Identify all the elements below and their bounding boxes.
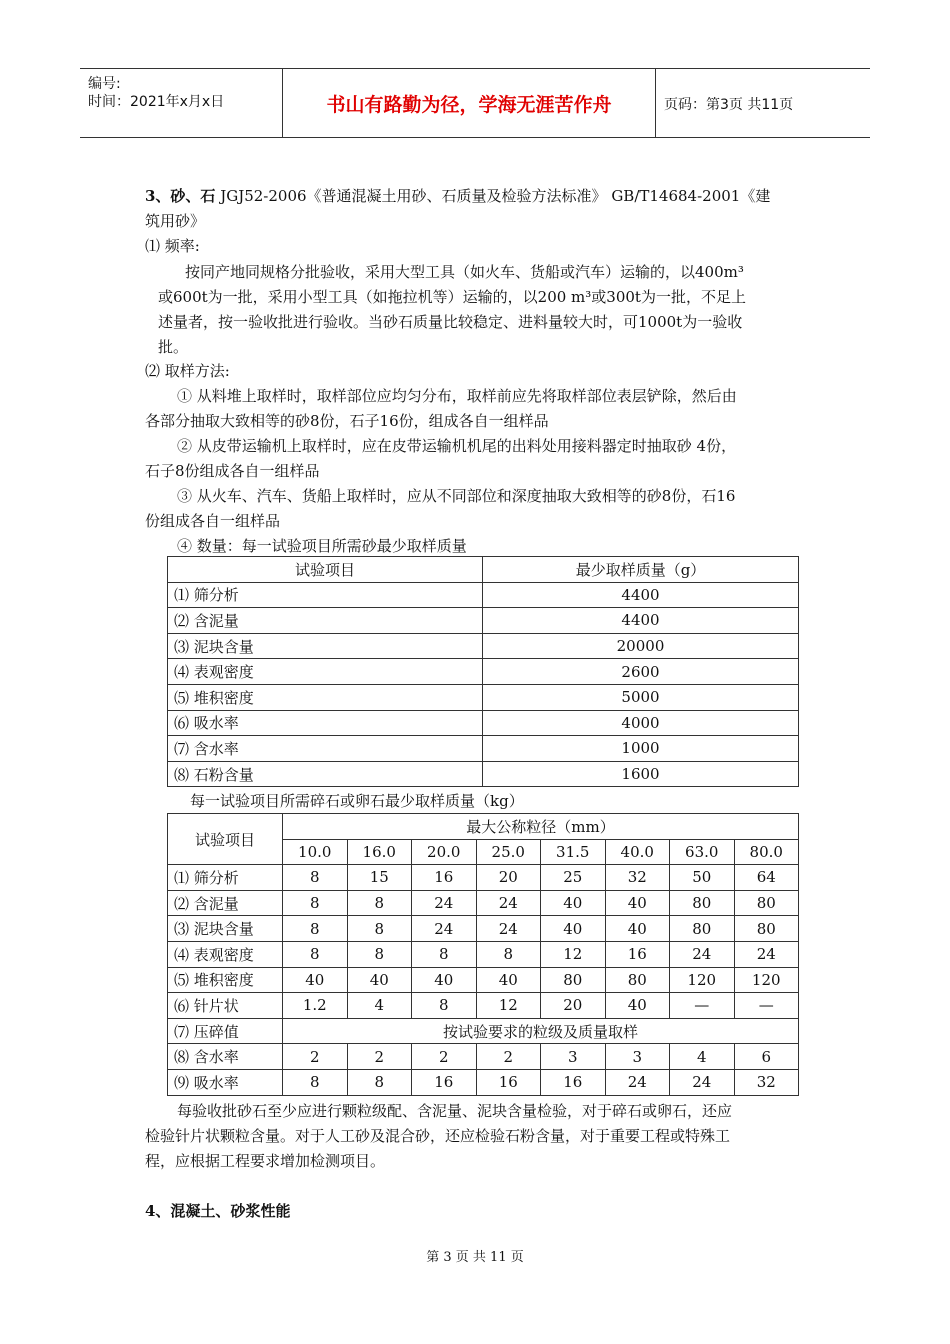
table-cell: 2	[347, 1044, 412, 1070]
page-label: 页码：第3页 共11页	[664, 97, 794, 113]
table-cell: ⑵ 含泥量	[168, 890, 283, 916]
table-cell: 40	[605, 993, 670, 1019]
table-row	[168, 1044, 799, 1070]
table-cell: 20000	[483, 633, 799, 659]
table-cell: 3	[605, 1044, 670, 1070]
table-cell: ⑴ 筛分析	[168, 582, 483, 608]
table-cell: 4400	[483, 608, 799, 634]
table-row	[168, 659, 799, 685]
table-cell: —	[670, 993, 735, 1019]
section3-title-line2: 筑用砂》	[145, 212, 206, 230]
table-cell: 32	[734, 1069, 799, 1095]
table-row	[168, 761, 799, 787]
table-cell: 80	[541, 967, 606, 993]
table-cell: 16	[476, 1069, 541, 1095]
table-cell: 24	[670, 941, 735, 967]
table-cell: 40	[476, 967, 541, 993]
section3-title	[145, 184, 770, 209]
table-cell: 24	[412, 916, 477, 942]
stone-table-body	[168, 865, 799, 1095]
closing-line: 每验收批砂石至少应进行颗粒级配、含泥量、泥块含量检验，对于碎石或卵石，还应	[177, 1102, 733, 1120]
table-cell: 8	[347, 941, 412, 967]
table-cell: 1.2	[283, 993, 348, 1019]
table-cell: 40	[412, 967, 477, 993]
table-row	[168, 608, 799, 634]
size-cell: 80.0	[734, 839, 799, 865]
freq-heading: ⑴ 频率:	[145, 237, 200, 255]
table-cell: ⑹ 针片状	[168, 993, 283, 1019]
table-cell: 1000	[483, 736, 799, 762]
table-cell: 120	[734, 967, 799, 993]
method-line: 各部分抽取大致相等的砂8份，石子16份，组成各自一组样品	[145, 412, 549, 430]
table-cell: 4	[347, 993, 412, 1019]
table-cell: 120	[670, 967, 735, 993]
table-row	[168, 1018, 799, 1044]
table-cell: 8	[283, 1069, 348, 1095]
size-cell: 10.0	[283, 839, 348, 865]
table-cell: 16	[412, 865, 477, 891]
table-row	[168, 633, 799, 659]
table-cell: 6	[734, 1044, 799, 1070]
table-cell: 80	[605, 967, 670, 993]
table-row	[168, 993, 799, 1019]
sand-sample-table	[167, 556, 799, 787]
table-cell: 8	[412, 941, 477, 967]
table-cell: 25	[541, 865, 606, 891]
method-line: ② 从皮带运输机上取样时，应在皮带运输机机尾的出料处用接料器定时抽取砂 4份，	[177, 437, 737, 455]
table-cell: ⑺ 压碎值	[168, 1018, 283, 1044]
closing-line: 检验针片状颗粒含量。对于人工砂及混合砂，还应检验石粉含量，对于重要工程或特殊工	[145, 1127, 731, 1145]
table-cell: ⑼ 吸水率	[168, 1069, 283, 1095]
table-cell: 40	[605, 916, 670, 942]
stone-table-caption: 每一试验项目所需碎石或卵石最少取样质量（kg）	[190, 792, 524, 810]
table-row	[168, 736, 799, 762]
table-cell: 80	[670, 916, 735, 942]
table-cell: ⑵ 含泥量	[168, 608, 483, 634]
table-cell: 50	[670, 865, 735, 891]
table-cell: ⑶ 泥块含量	[168, 633, 483, 659]
table-header-cell: 最少取样质量（g）	[483, 557, 799, 583]
table-cell: 4000	[483, 710, 799, 736]
table-cell: 5000	[483, 684, 799, 710]
table-cell: 8	[347, 916, 412, 942]
table-row	[168, 684, 799, 710]
table-cell: ⑸ 堆积密度	[168, 684, 483, 710]
table-cell: 32	[605, 865, 670, 891]
table-cell: 24	[605, 1069, 670, 1095]
table-cell: 40	[541, 916, 606, 942]
table-cell: 16	[605, 941, 670, 967]
method-line: ③ 从火车、汽车、货船上取样时，应从不同部位和深度抽取大致相等的砂8份，石16	[177, 487, 736, 505]
table-header-cell: 试验项目	[168, 814, 283, 865]
size-cell: 31.5	[541, 839, 606, 865]
table-row	[168, 1069, 799, 1095]
table-cell: 80	[734, 916, 799, 942]
table-cell: 8	[283, 916, 348, 942]
table-cell: 12	[541, 941, 606, 967]
table-cell: 8	[283, 865, 348, 891]
table-header-cell: 最大公称粒径（mm）	[283, 814, 799, 840]
size-cell: 16.0	[347, 839, 412, 865]
freq-line: 按同产地同规格分批验收，采用大型工具（如火车、货船或汽车）运输的，以400m³	[185, 263, 744, 281]
code-label: 编号:	[88, 76, 121, 92]
table-cell: 4400	[483, 582, 799, 608]
table-cell: 64	[734, 865, 799, 891]
page-header	[80, 68, 870, 138]
motto: 书山有路勤为径，学海无涯苦作舟	[283, 69, 656, 137]
freq-line: 述量者，按一验收批进行验收。当砂石质量比较稳定、进料量较大时，可1000t为一验收	[158, 313, 743, 331]
method-line: ④ 数量：每一试验项目所需砂最少取样质量	[177, 537, 467, 555]
method-line: 石子8份组成各自一组样品	[145, 462, 320, 480]
table-cell: 按试验要求的粒级及质量取样	[283, 1018, 799, 1044]
table-row	[168, 941, 799, 967]
table-cell: 40	[541, 890, 606, 916]
table-cell: ⑺ 含水率	[168, 736, 483, 762]
table-cell: ⑴ 筛分析	[168, 865, 283, 891]
closing-line: 程，应根据工程要求增加检测项目。	[145, 1152, 386, 1170]
table-header-cell: 试验项目	[168, 557, 483, 583]
table-cell: ⑷ 表观密度	[168, 941, 283, 967]
table-cell: 40	[347, 967, 412, 993]
table-row	[168, 967, 799, 993]
table-row	[168, 890, 799, 916]
table-cell: 24	[476, 890, 541, 916]
table-header-row	[168, 814, 799, 840]
table-cell: 20	[541, 993, 606, 1019]
table-cell: 12	[476, 993, 541, 1019]
table-cell: 24	[476, 916, 541, 942]
table-cell: 4	[670, 1044, 735, 1070]
freq-line: 或600t为一批，采用小型工具（如拖拉机等）运输的，以200 m³或300t为一批，不足上	[158, 288, 746, 306]
table-cell: 24	[670, 1069, 735, 1095]
size-cell: 63.0	[670, 839, 735, 865]
table-cell: ⑸ 堆积密度	[168, 967, 283, 993]
page-footer: 第 3 页 共 11 页	[426, 1250, 524, 1265]
table-cell: 3	[541, 1044, 606, 1070]
section3-title-rest: JGJ52-2006《普通混凝土用砂、石质量及检验方法标准》 GB/T14684-2001《建	[215, 187, 771, 205]
table-cell: ⑻ 含水率	[168, 1044, 283, 1070]
table-cell: 40	[605, 890, 670, 916]
table-cell: 24	[412, 890, 477, 916]
size-cell: 25.0	[476, 839, 541, 865]
table-cell: ⑷ 表观密度	[168, 659, 483, 685]
table-cell: 80	[734, 890, 799, 916]
table-row	[168, 865, 799, 891]
table-cell: ⑶ 泥块含量	[168, 916, 283, 942]
size-cell: 40.0	[605, 839, 670, 865]
table-cell: 8	[283, 941, 348, 967]
size-cell: 20.0	[412, 839, 477, 865]
table-row	[168, 916, 799, 942]
table-cell: 16	[541, 1069, 606, 1095]
table-cell: ⑻ 石粉含量	[168, 761, 483, 787]
header-meta	[80, 69, 283, 137]
table-cell: 16	[412, 1069, 477, 1095]
table-cell: 8	[283, 890, 348, 916]
table-cell: 2600	[483, 659, 799, 685]
table-cell: 2	[412, 1044, 477, 1070]
table-cell: 20	[476, 865, 541, 891]
table-cell: ⑹ 吸水率	[168, 710, 483, 736]
section3-title-bold: 3、砂、石	[145, 187, 216, 205]
table-cell: 1600	[483, 761, 799, 787]
method-heading: ⑵ 取样方法:	[145, 362, 230, 380]
table-row	[168, 710, 799, 736]
method-line: ① 从料堆上取样时，取样部位应均匀分布，取样前应先将取样部位表层铲除，然后由	[177, 387, 737, 405]
table-row	[168, 582, 799, 608]
table-cell: 8	[476, 941, 541, 967]
table-cell: —	[734, 993, 799, 1019]
method-line: 份组成各自一组样品	[145, 512, 281, 530]
time-label: 时间：2021年x月x日	[88, 94, 225, 110]
freq-line: 批。	[158, 338, 189, 356]
table-cell: 80	[670, 890, 735, 916]
stone-sample-table	[167, 813, 799, 1096]
table-cell: 40	[283, 967, 348, 993]
table-cell: 2	[283, 1044, 348, 1070]
table-cell: 8	[412, 993, 477, 1019]
table-cell: 2	[476, 1044, 541, 1070]
table-cell: 24	[734, 941, 799, 967]
table-cell: 15	[347, 865, 412, 891]
table-header-row	[168, 557, 799, 583]
table-cell: 8	[347, 890, 412, 916]
section4-title: 4、混凝土、砂浆性能	[145, 1202, 291, 1220]
table-cell: 8	[347, 1069, 412, 1095]
